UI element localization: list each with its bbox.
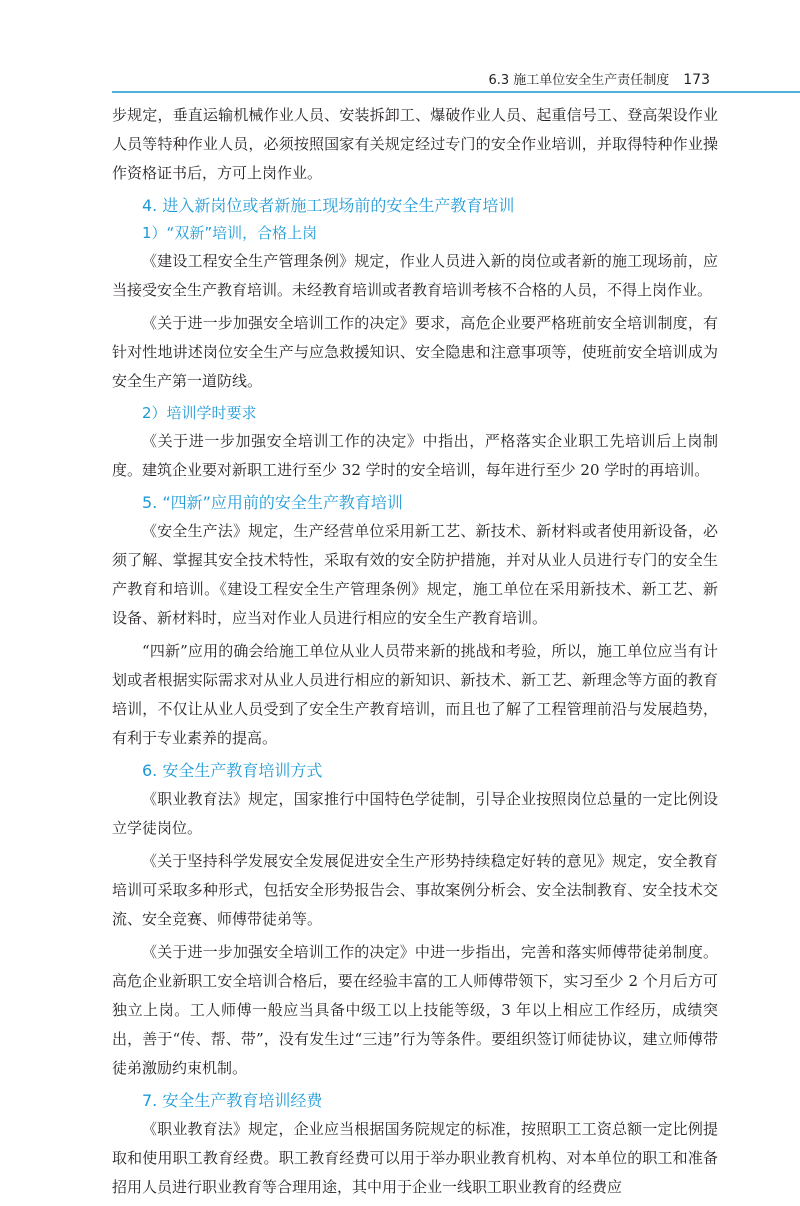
section-heading-5: 5. “四新”应用前的安全生产教育培训: [142, 493, 403, 512]
paragraph: 《职业教育法》规定，国家推行中国特色学徒制，引导企业按照岗位总量的一定比例设立学徒岗位。: [112, 790, 718, 837]
running-header-title: 6.3 施工单位安全生产责任制度: [488, 73, 670, 88]
running-header: [112, 62, 710, 88]
paragraph: 《职业教育法》规定，企业应当根据国务院规定的标准，按照职工工资总额一定比例提取和使用职工教育经费。职工教育经费可以用于举办职业教育机构、对本单位的职工和准备招用人员进行职业教育等合理用途，其中用于企业一线职工职业教育的经费应: [112, 1120, 718, 1196]
page-number: 173: [683, 72, 710, 88]
paragraph: “四新”应用的确会给施工单位从业人员带来新的挑战和考验，所以，施工单位应当有计划或者根据实际需求对从业人员进行相应的新知识、新技术、新工艺、新理念等方面的教育培训，不仅让从业人员受到了安全生产教育培训，而且也了解了工程管理前沿与发展趋势，有利于专业素养的提高。: [112, 642, 718, 747]
subsection-heading-4-1: 1）“双新”培训，合格上岗: [142, 224, 318, 242]
subsection-heading-4-2: 2）培训学时要求: [142, 404, 257, 422]
section-heading-6: 6. 安全生产教育培训方式: [142, 761, 323, 780]
paragraph: 《安全生产法》规定，生产经营单位采用新工艺、新技术、新材料或者使用新设备，必须了解、掌握其安全技术特性，采取有效的安全防护措施，并对从业人员进行专门的安全生产教育和培训。《建设工程安全生产管理条例》规定，施工单位在采用新技术、新工艺、新设备、新材料时，应当对作业人员进行相应的安全生产教育培训。: [112, 522, 718, 627]
header-rule-extension: [712, 91, 800, 93]
header-rule: [112, 91, 712, 93]
paragraph: 《关于进一步加强安全培训工作的决定》中指出，严格落实企业职工先培训后上岗制度。建筑企业要对新职工进行至少 32 学时的安全培训，每年进行至少 20 学时的再培训。: [112, 432, 718, 479]
paragraph: 《关于进一步加强安全培训工作的决定》要求，高危企业要严格班前安全培训制度，有针对性地讲述岗位安全生产与应急救援知识、安全隐患和注意事项等，使班前安全培训成为安全生产第一道防线。: [112, 314, 718, 390]
section-heading-4: 4. 进入新岗位或者新施工现场前的安全生产教育培训: [142, 196, 515, 215]
paragraph-intro: 步规定，垂直运输机械作业人员、安装拆卸工、爆破作业人员、起重信号工、登高架设作业人员等特种作业人员，必须按照国家有关规定经过专门的安全作业培训，并取得特种作业操作资格证书后，方可上岗作业。: [112, 106, 718, 182]
paragraph: 《关于坚持科学发展安全发展促进安全生产形势持续稳定好转的意见》规定，安全教育培训可采取多种形式，包括安全形势报告会、事故案例分析会、安全法制教育、安全技术交流、安全竞赛、师傅带徒弟等。: [112, 852, 718, 928]
section-heading-7: 7. 安全生产教育培训经费: [142, 1091, 323, 1110]
page-body: [112, 101, 718, 1206]
paragraph: 《关于进一步加强安全培训工作的决定》中进一步指出，完善和落实师傅带徒弟制度。高危企业新职工安全培训合格后，要在经验丰富的工人师傅带领下，实习至少 2 个月后方可独立上岗。工人师傅一般应当具备中级工以上技能等级，3 年以上相应工作经历，成绩突出，善于“传、帮、带”，没有发生过“三违”行为等条件。要组织签订师徒协议，建立师傅带徒弟激励约束机制。: [112, 943, 718, 1077]
paragraph: 《建设工程安全生产管理条例》规定，作业人员进入新的岗位或者新的施工现场前，应当接受安全生产教育培训。未经教育培训或者教育培训考核不合格的人员，不得上岗作业。: [112, 252, 718, 299]
